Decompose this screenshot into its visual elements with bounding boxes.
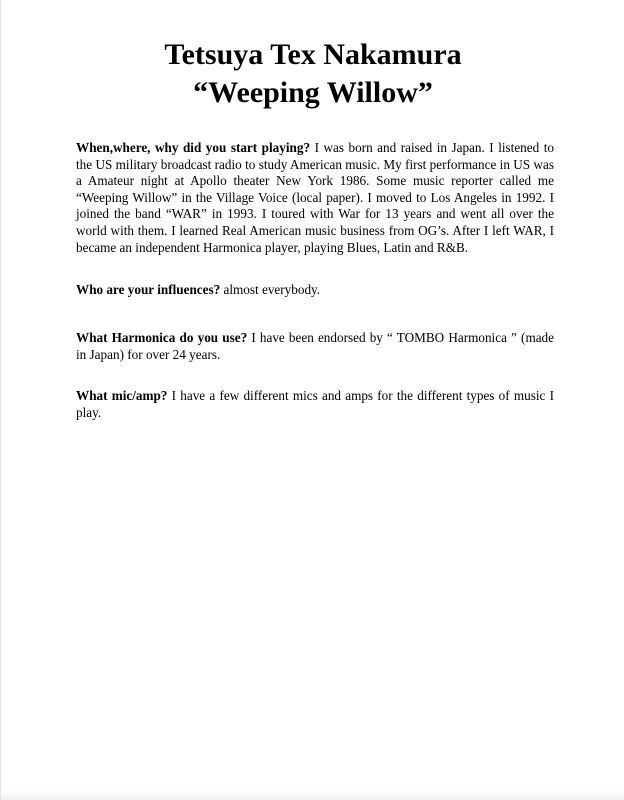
answer-harmonica: I have been endorsed by “ TOMBO Harmonica ” (made in Japan) for over 24 years. bbox=[76, 330, 555, 362]
document-title bbox=[1, 36, 624, 112]
answer-start-playing: I was born and raised in Japan. I listened to the US military broadcast radio to study American music. My first performance in US was a Amateur night at Apollo theater New York 1986. Some music reporter called me “Weeping Willow” in the Village Voice (local paper). I moved to Los Angeles in 1992. I joined the band “WAR” in 1993. I toured with War for 13 years and went all over the world with them. I learned Real American music business from OG’s. After I left WAR, I became an independent Harmonica player, playing Blues, Latin and R&B. bbox=[76, 140, 554, 255]
qa-paragraph-start-playing bbox=[76, 140, 554, 256]
qa-paragraph-mic-amp bbox=[76, 388, 554, 421]
answer-influences: almost everybody. bbox=[223, 282, 321, 297]
title-nickname: “Weeping Willow” bbox=[193, 76, 433, 109]
question-influences: Who are your influences? bbox=[76, 282, 221, 297]
question-start-playing: When,where, why did you start playing? bbox=[76, 140, 311, 155]
qa-paragraph-influences bbox=[76, 282, 554, 299]
question-mic-amp: What mic/amp? bbox=[76, 388, 168, 403]
answer-mic-amp: I have a few different mics and amps for the different types of music I play. bbox=[76, 388, 554, 420]
question-harmonica: What Harmonica do you use? bbox=[76, 330, 248, 345]
qa-paragraph-harmonica bbox=[76, 330, 554, 363]
title-name: Tetsuya Tex Nakamura bbox=[164, 38, 462, 71]
page-bottom-edge bbox=[1, 790, 624, 800]
